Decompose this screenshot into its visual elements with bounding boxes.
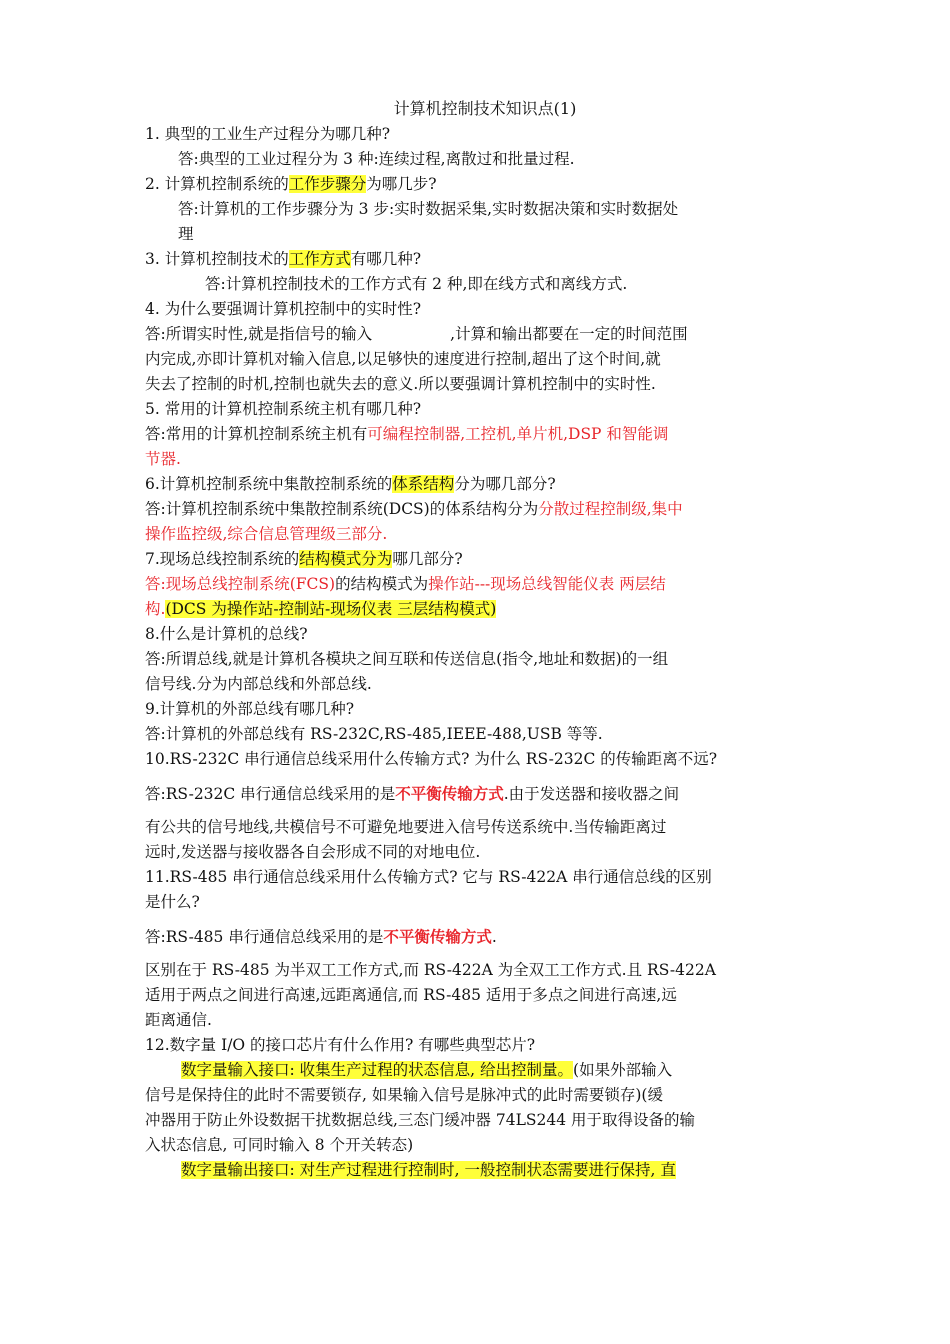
answer-3: 答:计算机控制技术的工作方式有 2 种,即在线方式和离线方式.	[205, 275, 628, 293]
answer-8-line-1: 答:所谓总线,就是计算机各模块之间互联和传送信息(指令,地址和数据)的一组	[145, 650, 669, 668]
answer-7-red-3: 构.	[145, 600, 166, 618]
answer-6-line-1	[145, 497, 825, 522]
question-9: 9.计算机的外部总线有哪几种?	[145, 700, 355, 718]
document-body	[145, 96, 825, 1183]
question-11-line-1: 11.RS-485 串行通信总线采用什么传输方式? 它与 RS-422A 串行通信总线的区别	[145, 868, 712, 886]
answer-11-line-1	[145, 924, 825, 949]
answer-12-highlight-2: 数字量输出接口: 对生产过程进行控制时, 一般控制状态需要进行保持, 直	[181, 1161, 676, 1179]
answer-9: 答:计算机的外部总线有 RS-232C,RS-485,IEEE-488,USB 等等.	[145, 725, 603, 743]
answer-12-line-5	[145, 1158, 825, 1183]
answer-10-tail: .由于发送器和接收器之间	[503, 785, 680, 803]
question-7-highlight: 结构模式分为	[299, 550, 393, 568]
answer-5-text: 答:常用的计算机控制系统主机有	[145, 425, 368, 443]
question-6-highlight: 体系结构	[392, 475, 455, 493]
question-3	[145, 247, 825, 272]
question-7	[145, 547, 825, 572]
answer-2-line-2: 理	[178, 225, 194, 243]
answer-1: 答:典型的工业过程分为 3 种:连续过程,离散过和批量过程.	[178, 150, 575, 168]
answer-10-text: 答:RS-232C 串行通信总线采用的是	[145, 785, 396, 803]
answer-11-emphasis: 不平衡传输方式	[383, 927, 492, 946]
answer-4-tail: ,计算和输出都要在一定的时间范围	[450, 325, 688, 343]
answer-12-tail: (如果外部输入	[573, 1061, 673, 1079]
question-12: 12.数字量 I/O 的接口芯片有什么作用? 有哪些典型芯片?	[145, 1036, 536, 1054]
answer-12-line-4: 入状态信息, 可同时输入 8 个开关转态)	[145, 1136, 414, 1154]
answer-2-line-1: 答:计算机的工作步骤分为 3 步:实时数据采集,实时数据决策和实时数据处	[178, 200, 679, 218]
answer-7-lead: 答:	[145, 575, 166, 593]
question-7-tail: 哪几部分?	[392, 550, 463, 568]
question-8: 8.什么是计算机的总线?	[145, 625, 308, 643]
answer-11-text: 答:RS-485 串行通信总线采用的是	[145, 928, 384, 946]
answer-7-mid: 的结构模式为	[335, 575, 429, 593]
question-10: 10.RS-232C 串行通信总线采用什么传输方式? 为什么 RS-232C 的传输距离不远?	[145, 750, 718, 768]
answer-4-line-1	[145, 322, 825, 347]
answer-11-line-2: 区别在于 RS-485 为半双工工作方式,而 RS-422A 为全双工工作方式.且 RS-422A	[145, 961, 716, 979]
answer-12-highlight-1: 数字量输入接口: 收集生产过程的状态信息, 给出控制量。	[181, 1061, 574, 1079]
question-3-highlight: 工作方式	[288, 250, 351, 268]
question-6-text: 6.计算机控制系统中集散控制系统的	[145, 475, 393, 493]
answer-7-highlight: (DCS 为操作站-控制站-现场仪表 三层结构模式)	[165, 600, 497, 618]
answer-7-red-2: 操作站---现场总线智能仪表 两层结	[428, 575, 666, 593]
answer-7-line-2	[145, 597, 825, 622]
answer-6-red: 分散过程控制级,集中	[538, 500, 683, 518]
question-3-text: 3. 计算机控制技术的	[145, 250, 289, 268]
answer-10-emphasis: 不平衡传输方式	[395, 784, 504, 803]
question-2	[145, 172, 825, 197]
answer-5-line-1	[145, 422, 825, 447]
answer-4-line-3: 失去了控制的时机,控制也就失去的意义.所以要强调计算机控制中的实时性.	[145, 375, 656, 393]
answer-10-line-3: 远时,发送器与接收器各自会形成不同的对地电位.	[145, 843, 481, 861]
question-2-text: 2. 计算机控制系统的	[145, 175, 289, 193]
question-3-tail: 有哪几种?	[350, 250, 422, 268]
question-11-line-2: 是什么?	[145, 893, 200, 911]
answer-12-line-3: 冲器用于防止外设数据干扰数据总线,三态门缓冲器 74LS244 用于取得设备的输	[145, 1111, 696, 1129]
question-6	[145, 472, 825, 497]
answer-10-line-2: 有公共的信号地线,共模信号不可避免地要进入信号传送系统中.当传输距离过	[145, 818, 667, 836]
answer-6-line-2: 操作监控级,综合信息管理级三部分.	[145, 525, 388, 543]
question-2-highlight: 工作步骤分	[288, 175, 367, 193]
answer-12-line-2: 信号是保持住的此时不需要锁存, 如果输入信号是脉冲式的此时需要锁存)(缓	[145, 1086, 663, 1104]
answer-7-red-1: 现场总线控制系统(FCS)	[165, 575, 336, 593]
question-1: 1. 典型的工业生产过程分为哪几种?	[145, 125, 391, 143]
answer-11-line-4: 距离通信.	[145, 1011, 212, 1029]
answer-5-red: 可编程控制器,工控机,单片机,DSP 和智能调	[367, 425, 669, 443]
question-6-tail: 分为哪几部分?	[454, 475, 556, 493]
answer-12-line-1	[145, 1058, 825, 1083]
answer-4-text: 答:所谓实时性,就是指信号的输入	[145, 325, 373, 343]
answer-11-line-3: 适用于两点之间进行高速,远距离通信,而 RS-485 适用于多点之间进行高速,远	[145, 986, 677, 1004]
page-title: 计算机控制技术知识点(1)	[393, 99, 577, 118]
question-5: 5. 常用的计算机控制系统主机有哪几种?	[145, 400, 422, 418]
question-7-text: 7.现场总线控制系统的	[145, 550, 300, 568]
answer-11-tail: .	[491, 928, 497, 946]
answer-8-line-2: 信号线.分为内部总线和外部总线.	[145, 675, 372, 693]
question-2-tail: 为哪几步?	[366, 175, 437, 193]
question-4: 4. 为什么要强调计算机控制中的实时性?	[145, 300, 422, 318]
answer-6-text: 答:计算机控制系统中集散控制系统(DCS)的体系结构分为	[145, 500, 539, 518]
answer-4-line-2: 内完成,亦即计算机对输入信息,以足够快的速度进行控制,超出了这个时间,就	[145, 350, 661, 368]
answer-10-line-1	[145, 781, 825, 806]
answer-5-line-2: 节器.	[145, 450, 181, 468]
answer-7-line-1	[145, 572, 825, 597]
